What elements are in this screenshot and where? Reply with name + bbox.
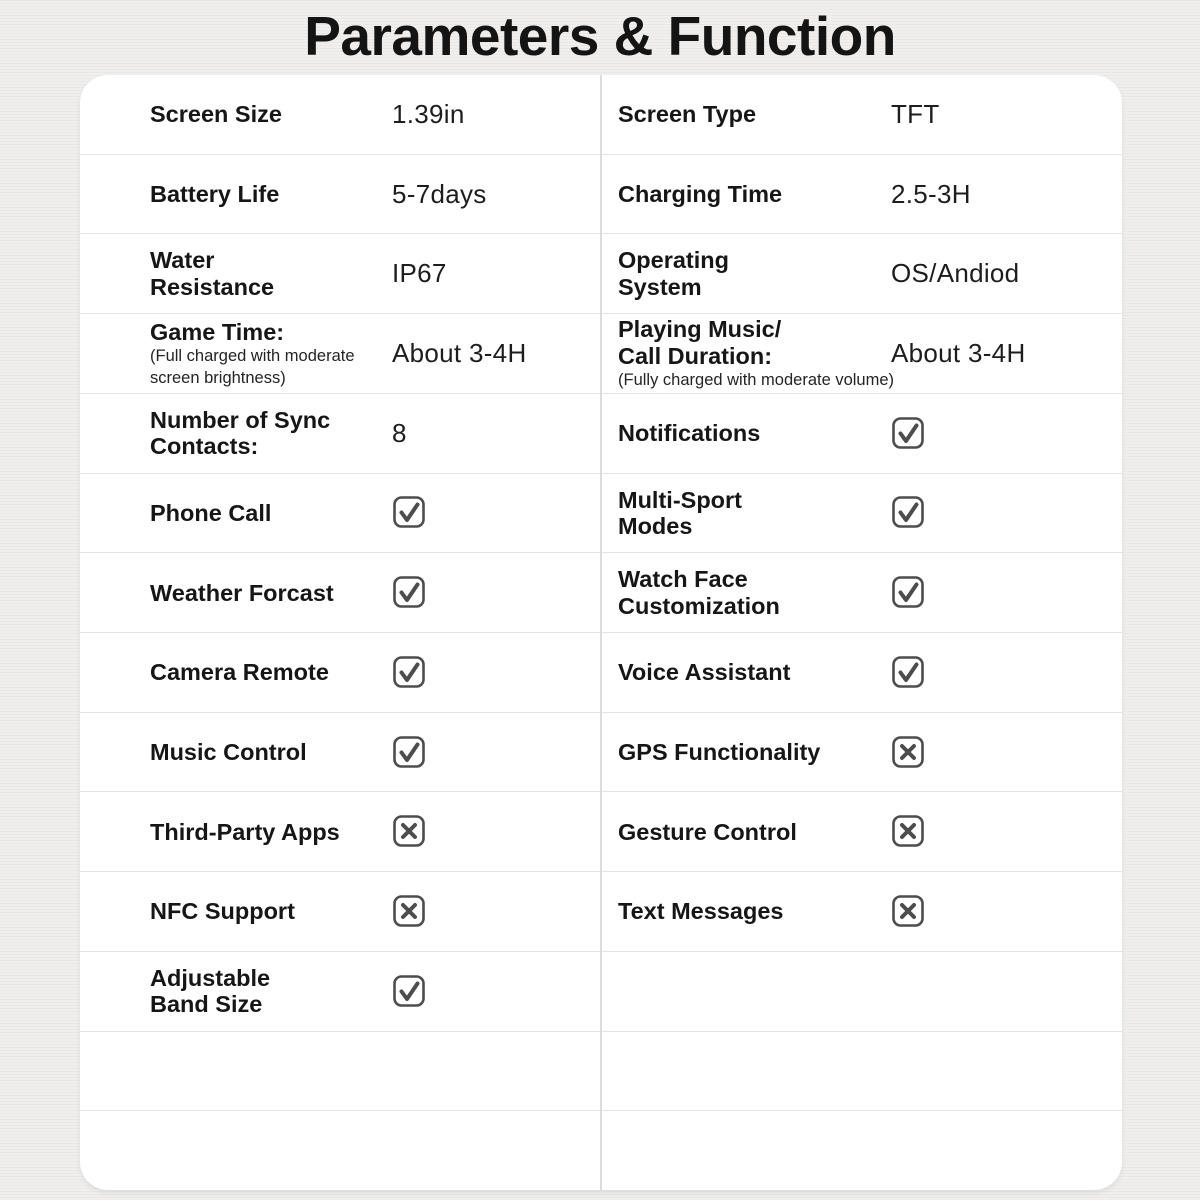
spec-cell-right — [601, 1111, 1122, 1190]
spec-label-line: Contacts: — [150, 433, 259, 460]
spec-value: IP67 — [392, 258, 447, 289]
spec-label-line: Screen Type — [618, 101, 757, 128]
spec-cell-left — [80, 394, 601, 473]
page-title: Parameters & Function — [304, 5, 896, 67]
spec-cell-right — [601, 75, 1122, 154]
spec-cell-left — [80, 155, 601, 234]
spec-label-line: System — [618, 273, 702, 300]
spec-value: About 3-4H — [891, 338, 1026, 369]
spec-cell-right — [601, 314, 1122, 393]
spec-label — [618, 659, 891, 685]
spec-label-line: Camera Remote — [150, 659, 329, 686]
spec-label — [150, 819, 392, 845]
spec-label-line: NFC Support — [150, 898, 295, 925]
spec-value: About 3-4H — [392, 338, 527, 369]
spec-label-line: Modes — [618, 512, 693, 539]
spec-label-line: Playing Music/ — [618, 316, 782, 343]
spec-cell-left — [80, 75, 601, 154]
checkbox-checked-icon — [392, 575, 426, 610]
spec-label — [618, 420, 891, 446]
spec-cell-right — [601, 155, 1122, 234]
spec-cell-left — [80, 872, 601, 951]
spec-table — [80, 75, 1122, 1190]
spec-cell-right — [601, 713, 1122, 792]
spec-cell-left — [80, 1032, 601, 1111]
checkbox-crossed-icon — [392, 894, 426, 929]
spec-label — [150, 101, 392, 127]
spec-label-line: Phone Call — [150, 499, 272, 526]
spec-cell-left — [80, 792, 601, 871]
spec-value: 2.5-3H — [891, 178, 971, 209]
spec-label — [618, 819, 891, 845]
spec-label — [150, 407, 392, 460]
spec-label — [618, 739, 891, 765]
spec-cell-left — [80, 314, 601, 393]
spec-cell-left — [80, 234, 601, 313]
spec-label-line: Adjustable — [150, 964, 271, 991]
spec-label — [150, 898, 392, 924]
checkbox-checked-icon — [891, 575, 925, 610]
checkbox-checked-icon — [891, 495, 925, 530]
spec-cell-left — [80, 553, 601, 632]
spec-cell-right — [601, 872, 1122, 951]
spec-note: (Fully charged with moderate volume) — [618, 371, 895, 390]
spec-cell-right — [601, 394, 1122, 473]
checkbox-checked-icon — [392, 495, 426, 530]
spec-value: OS/Andiod — [891, 258, 1020, 289]
checkbox-crossed-icon — [392, 814, 426, 849]
checkbox-crossed-icon — [891, 735, 925, 770]
spec-label — [618, 487, 891, 540]
spec-cell-right — [601, 792, 1122, 871]
spec-value: 5-7days — [392, 178, 487, 209]
spec-label-line: Customization — [618, 592, 780, 619]
spec-label-line: Music Control — [150, 738, 307, 765]
spec-label — [150, 500, 392, 526]
spec-label — [618, 101, 891, 127]
column-divider — [600, 75, 602, 1190]
spec-cell-right — [601, 633, 1122, 712]
spec-label — [618, 247, 891, 300]
spec-label-line: Voice Assistant — [618, 659, 791, 686]
spec-label-line: Battery Life — [150, 180, 280, 207]
spec-value: 8 — [392, 417, 407, 448]
spec-label-line: Call Duration: — [618, 342, 773, 369]
spec-label-line: Multi-Sport — [618, 486, 742, 513]
checkbox-checked-icon — [891, 655, 925, 690]
spec-cell-left — [80, 474, 601, 553]
spec-label-line: Watch Face — [618, 566, 748, 593]
spec-label-line: Gesture Control — [618, 818, 797, 845]
spec-label-line: Operating — [618, 247, 729, 274]
spec-label-line: Screen Size — [150, 101, 282, 128]
checkbox-checked-icon — [891, 416, 925, 451]
spec-value: TFT — [891, 98, 940, 129]
spec-label — [150, 659, 392, 685]
spec-label — [618, 566, 891, 619]
spec-label — [618, 181, 891, 207]
spec-cell-left — [80, 952, 601, 1031]
spec-label — [150, 247, 392, 300]
spec-note: (Full charged with moderate — [150, 347, 355, 366]
spec-label-line: Resistance — [150, 273, 275, 300]
spec-cell-right — [601, 234, 1122, 313]
spec-label — [150, 580, 392, 606]
spec-label-line: Water — [150, 247, 215, 274]
spec-label — [618, 898, 891, 924]
checkbox-checked-icon — [392, 655, 426, 690]
spec-label — [150, 739, 392, 765]
checkbox-checked-icon — [392, 974, 426, 1009]
spec-label-line: GPS Functionality — [618, 738, 821, 765]
spec-cell-left — [80, 1111, 601, 1190]
spec-label-line: Third-Party Apps — [150, 818, 340, 845]
spec-label-line: Charging Time — [618, 180, 783, 207]
spec-label — [150, 965, 392, 1018]
spec-label-line: Number of Sync — [150, 406, 331, 433]
spec-label — [150, 319, 392, 388]
checkbox-checked-icon — [392, 735, 426, 770]
spec-label-line: Game Time: — [150, 318, 285, 345]
spec-label-line: Text Messages — [618, 898, 784, 925]
spec-cell-right — [601, 474, 1122, 553]
spec-cell-right — [601, 952, 1122, 1031]
spec-label-line: Weather Forcast — [150, 579, 334, 606]
spec-label-line: Notifications — [618, 420, 761, 447]
spec-cell-right — [601, 1032, 1122, 1111]
spec-note: screen brightness) — [150, 368, 286, 387]
checkbox-crossed-icon — [891, 814, 925, 849]
spec-label — [618, 316, 895, 390]
spec-cell-right — [601, 553, 1122, 632]
spec-cell-left — [80, 713, 601, 792]
spec-label-line: Band Size — [150, 991, 263, 1018]
checkbox-crossed-icon — [891, 894, 925, 929]
spec-value: 1.39in — [392, 98, 465, 129]
spec-label — [150, 181, 392, 207]
spec-cell-left — [80, 633, 601, 712]
